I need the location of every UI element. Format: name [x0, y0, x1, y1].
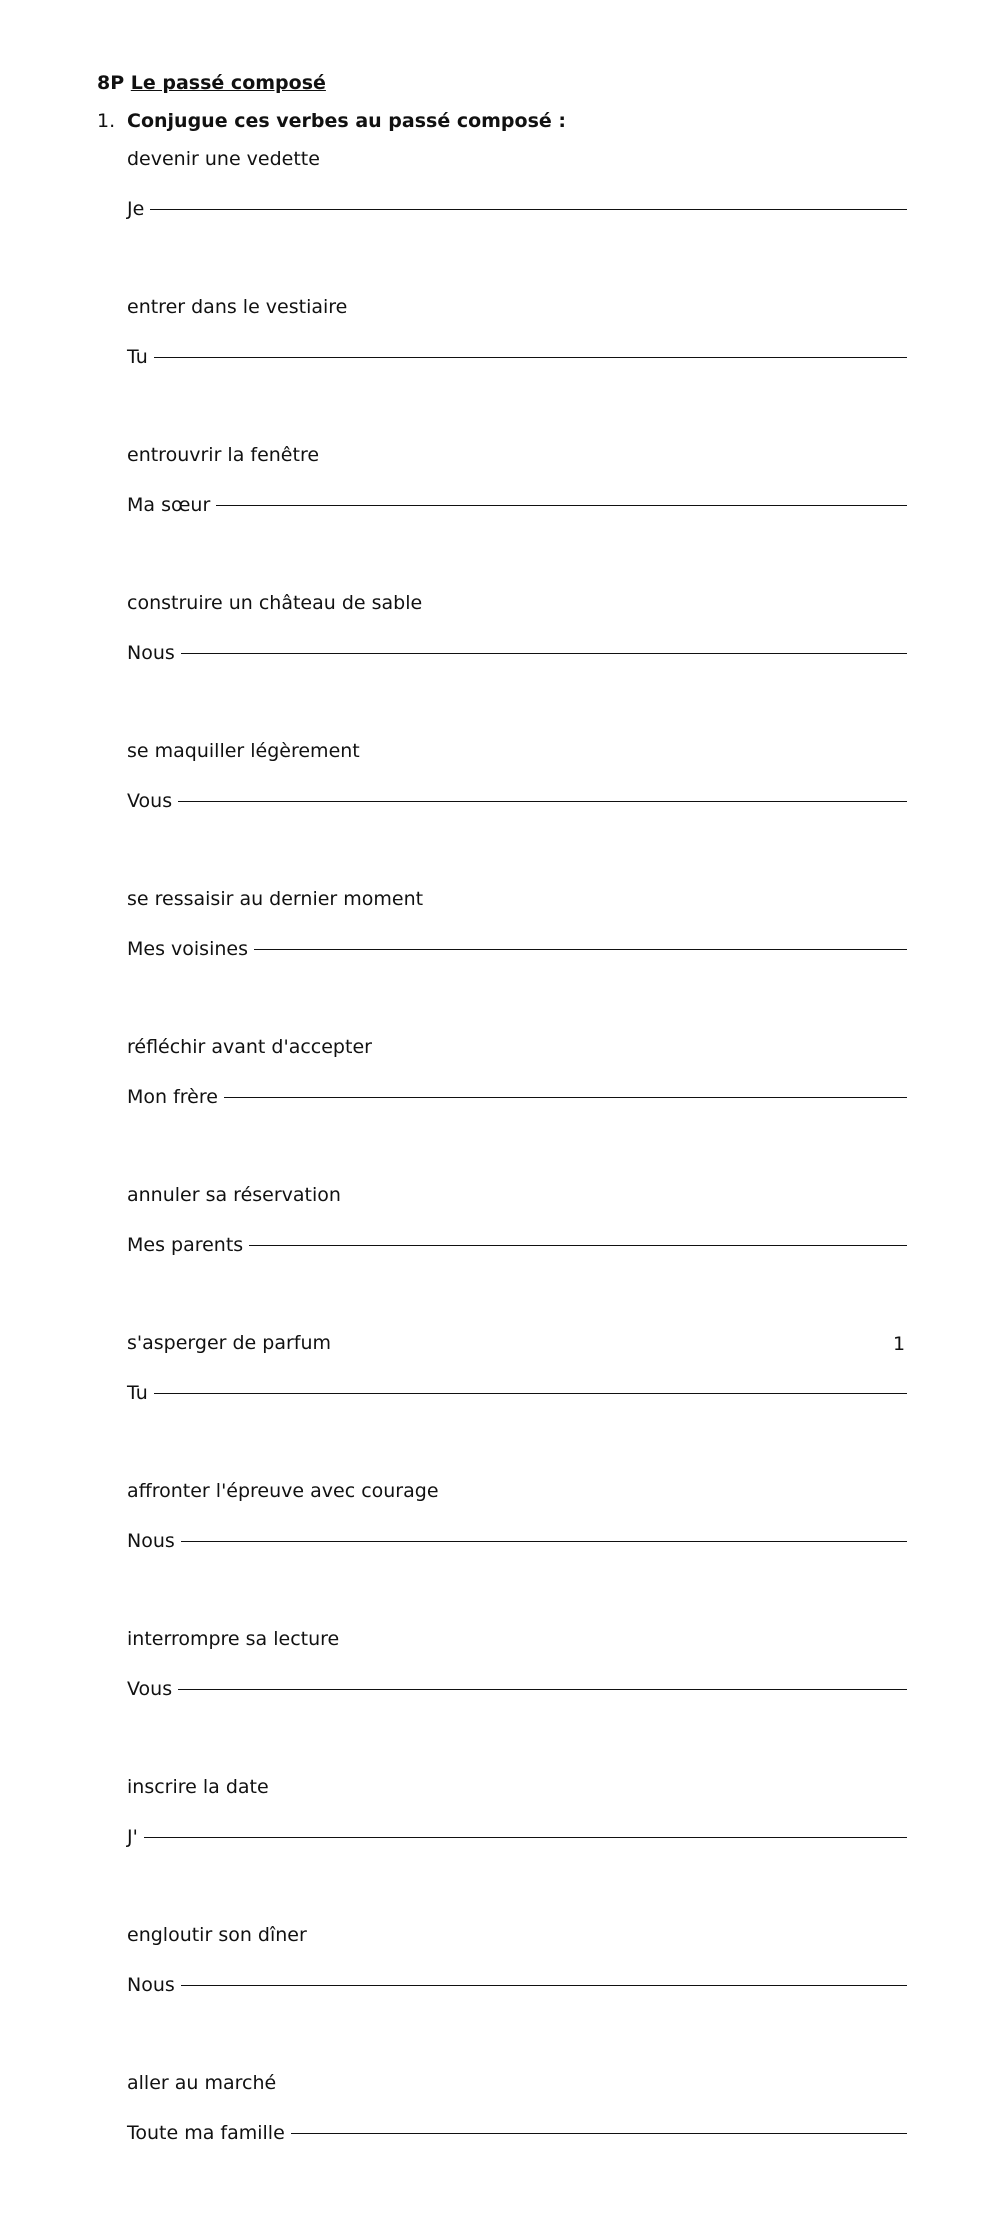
answer-line[interactable]: [181, 1521, 907, 1542]
answer-line[interactable]: [154, 337, 907, 358]
answer-line[interactable]: [216, 485, 907, 506]
exercise-instruction: [97, 110, 566, 132]
exercise-item: [127, 295, 907, 443]
verb-prompt: affronter l'épreuve avec courage: [127, 1480, 439, 1502]
answer-line[interactable]: [181, 633, 907, 654]
answer-row: [127, 480, 907, 517]
exercise-number: 1.: [97, 110, 116, 132]
verb-prompt: construire un château de sable: [127, 592, 423, 614]
answer-line[interactable]: [154, 1373, 907, 1394]
subject-label: Vous: [127, 1678, 173, 1700]
verb-prompt: réfléchir avant d'accepter: [127, 1036, 372, 1058]
subject-label: J': [127, 1826, 138, 1848]
verb-prompt: devenir une vedette: [127, 148, 320, 170]
exercise-item: [127, 1627, 907, 1775]
answer-line[interactable]: [178, 781, 907, 802]
answer-row: [127, 1664, 907, 1701]
subject-label: Tu: [127, 346, 148, 368]
answer-row: [127, 1072, 907, 1109]
answer-row: [127, 776, 907, 813]
answer-line[interactable]: [249, 1225, 907, 1246]
answer-line[interactable]: [144, 1817, 907, 1838]
exercise-item: [127, 2071, 907, 2219]
page-number: 1: [893, 1333, 906, 1355]
subject-label: Nous: [127, 642, 175, 664]
answer-line[interactable]: [181, 1965, 907, 1986]
answer-row: [127, 1368, 907, 1405]
answer-line[interactable]: [291, 2113, 907, 2134]
verb-prompt: entrer dans le vestiaire: [127, 296, 348, 318]
exercise-item: [127, 1035, 907, 1183]
answer-line[interactable]: [150, 189, 907, 210]
answer-line[interactable]: [178, 1669, 907, 1690]
page-header: [97, 72, 326, 94]
verb-prompt: engloutir son dîner: [127, 1924, 307, 1946]
exercise-item: [127, 1331, 907, 1479]
subject-label: Mes parents: [127, 1234, 244, 1256]
answer-row: [127, 2108, 907, 2145]
verb-prompt: se maquiller légèrement: [127, 740, 360, 762]
exercise-items: [127, 147, 907, 2219]
answer-row: [127, 1516, 907, 1553]
verb-prompt: inscrire la date: [127, 1776, 269, 1798]
subject-label: Nous: [127, 1974, 175, 1996]
subject-label: Toute ma famille: [127, 2122, 285, 2144]
exercise-item: [127, 591, 907, 739]
answer-row: [127, 628, 907, 665]
subject-label: Mon frère: [127, 1086, 218, 1108]
exercise-item: [127, 1775, 907, 1923]
subject-label: Tu: [127, 1382, 148, 1404]
subject-label: Vous: [127, 790, 173, 812]
answer-row: [127, 332, 907, 369]
answer-row: [127, 1812, 907, 1849]
answer-row: [127, 1220, 907, 1257]
instruction-text: Conjugue ces verbes au passé composé :: [127, 110, 566, 132]
answer-row: [127, 924, 907, 961]
verb-prompt: se ressaisir au dernier moment: [127, 888, 424, 910]
subject-label: Nous: [127, 1530, 175, 1552]
level-code: 8P: [97, 72, 125, 94]
subject-label: Ma sœur: [127, 494, 211, 516]
exercise-item: [127, 1923, 907, 2071]
verb-prompt: s'asperger de parfum: [127, 1332, 332, 1354]
exercise-item: [127, 887, 907, 1035]
exercise-item: [127, 1183, 907, 1331]
subject-label: Mes voisines: [127, 938, 248, 960]
verb-prompt: aller au marché: [127, 2072, 277, 2094]
exercise-item: [127, 739, 907, 887]
exercise-item: [127, 443, 907, 591]
verb-prompt: annuler sa réservation: [127, 1184, 341, 1206]
verb-prompt: entrouvrir la fenêtre: [127, 444, 320, 466]
answer-row: [127, 1960, 907, 1997]
verb-prompt: interrompre sa lecture: [127, 1628, 340, 1650]
exercise-item: [127, 1479, 907, 1627]
answer-line[interactable]: [254, 929, 907, 950]
answer-line[interactable]: [224, 1077, 907, 1098]
answer-row: [127, 184, 907, 221]
subject-label: Je: [127, 198, 145, 220]
exercise-item: [127, 147, 907, 295]
page-title: Le passé composé: [130, 72, 326, 94]
